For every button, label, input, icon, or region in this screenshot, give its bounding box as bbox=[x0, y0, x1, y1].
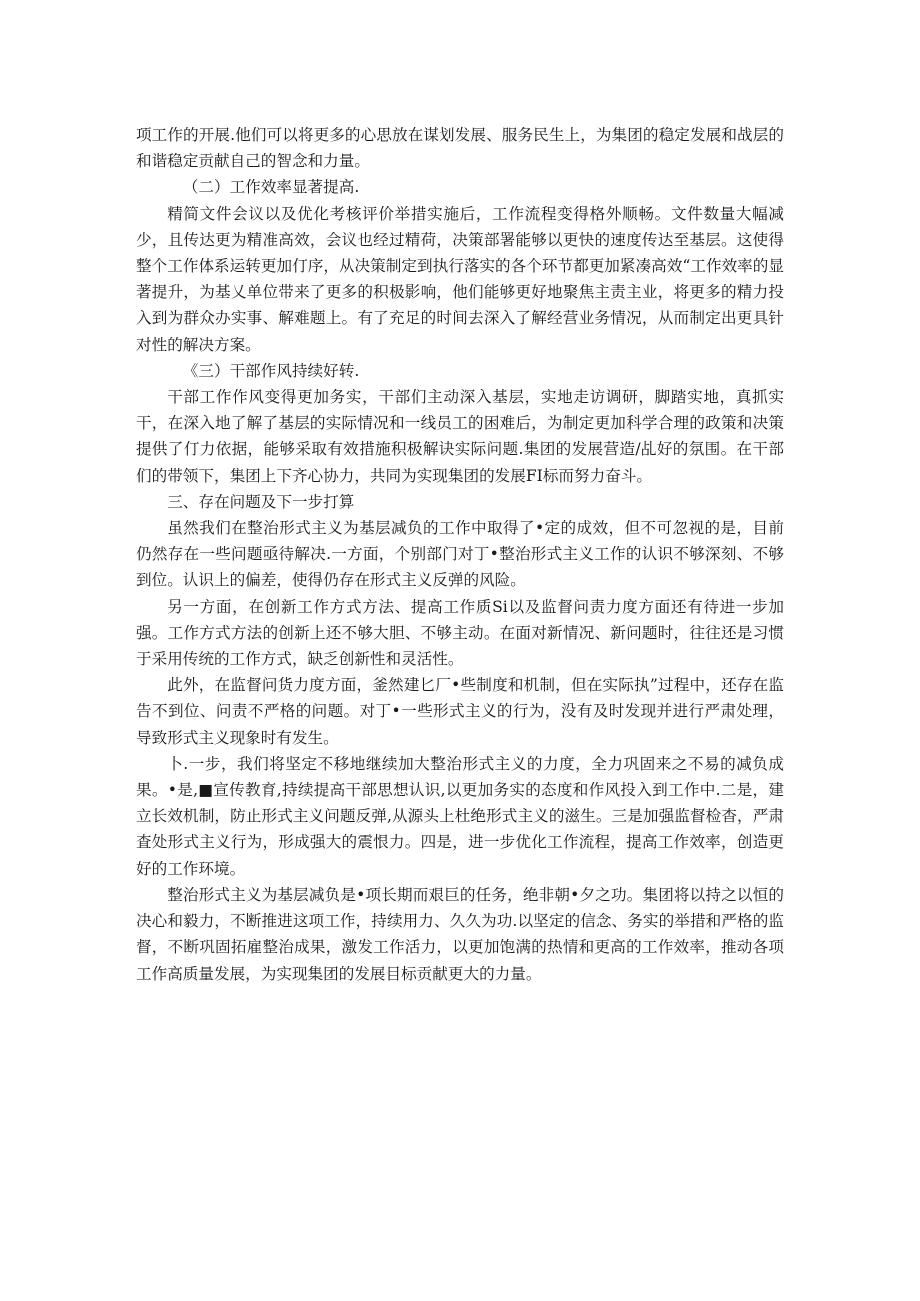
paragraph-supervision: 此外，在监督问货力度方面，釜然建匕厂•些制度和机制，但在实际执”过程中，还存在监告不到位、问责不严格的问题。对丁•一些形式主义的行为，没有及时发现并进行严肃处理，导致形式主义现象时有发生。 bbox=[136, 676, 784, 747]
paragraph-innovation: 另一方面，在创新工作方式方法、提高工作质Si以及监督问责力度方面还有待进一步加强。工作方式方法的创新上还不够大胆、不够主动。在面对新情况、新问题时，往往还是习惯于采用传统的工作方式，缺乏创新性和灵活性。 bbox=[136, 597, 784, 669]
paragraph-cadre-style: 干部工作作风变得更加务实，干部们主动深入基层，实地走访调研，脚踏实地，真抓实干，在深入地了解了基层的实际情况和一线员工的困难后，为制定更加科学合理的政策和决策提供了仃力依据，能够采取有效措施积极解诀实际问题.集团的发展营造/乩好的氛围。在干部们的带领下，集团上下齐心协力，共同为实现集团的发展FI标而努力奋斗。 bbox=[136, 388, 784, 485]
paragraph-conclusion: 整治形式主义为基层减负是•项长期而艰巨的任务，绝非朝•夕之功。集团将以持之以恒的决心和毅力，不断推进这项工作，持续用力、久久为功.以坚定的信念、务实的举措和严格的监督，不断巩固拓雇整治成果，激发工作活力，以更加饱满的热情和更高的工作效率，推动各项工作高质量发展，为实现集团的发展目标贡献更大的力量。 bbox=[136, 885, 784, 983]
paragraph-next-steps: 卜.一步，我们将坚定不移地继续加大整治形式主义的力度，全力巩固来之不易的减负成果。•是,■宣传教育,持续提高干部思想认识,以更加务实的态度和作风投入到工作中.二是，建立长效机制，防止形式主义问题反弹,从源头上杜绝形式主义的滋生。三是加强监督检杳，严肃査处形式主义行为，形成强大的震恨力。四是，进一步优化工作流程，提高工作效率，创造更好的工作环境。 bbox=[136, 754, 784, 878]
document-body bbox=[136, 122, 784, 987]
section-heading-efficiency: （二）工作效率显著提高. bbox=[182, 178, 360, 197]
paragraph-problems: 虽然我们在整治形式主义为基层减负的工作中取得了•定的成效，但不可忽视的是，目前仍然存在一些问题亟待解决.一方面，个别部门对丁•整治形式主义工作的认识不够深刻、不够到位。认识上的偏差，使得仍存在形式主义反弹的风险。 bbox=[136, 519, 784, 590]
paragraph-continuation: 项工作的开展.他们可以将更多的心思放在谋划发展、服务民生上，为集团的稳定发展和战层的和谐稳定贡献自己的智念和力量。 bbox=[136, 126, 784, 171]
section-heading-cadre-style: 《三）干部作风持续好转. bbox=[182, 361, 360, 380]
paragraph-efficiency: 精简文件会议以及优化考核评价举措实施后，工作流程变得格外顺畅。文件数量大幅减少，且传达更为精准高效，会议也经过精荷，决策部署能够以更快的速度传达至基层。这使得整个工作体系运转更加仃序，从决策制定到执行落实的各个环节都更加紧凑高效“工作效率的显著提升，为基乂单位带来了更多的积极影响，他们能够更好地聚焦主责主业，将更多的精力投入到为群众办实事、解难题上。有了充足的时间去深入了解经营业务情况，从而制定出更具针对性的解决方案。 bbox=[136, 204, 784, 354]
section-heading-problems-next-steps: 三、存在问题及下一步打算 bbox=[167, 492, 355, 511]
